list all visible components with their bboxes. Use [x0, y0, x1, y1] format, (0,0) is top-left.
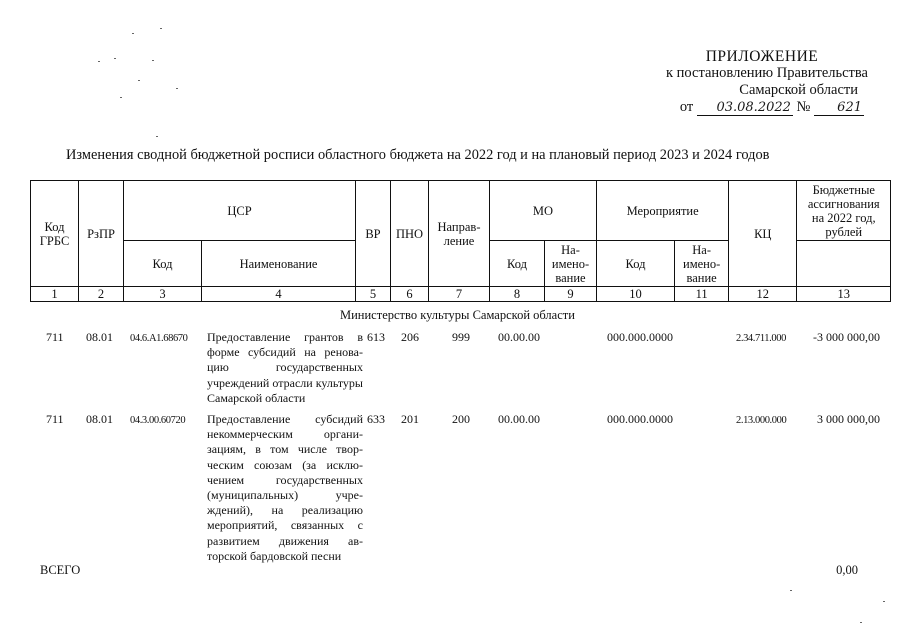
col-csr-code-header: Код	[124, 241, 202, 287]
budget-table-header	[30, 180, 891, 302]
col-number: 6	[391, 287, 429, 302]
row-rzpr: 08.01	[86, 412, 113, 426]
row-grbs: 711	[46, 330, 64, 344]
row-csr-name: Предоставление субсидий некоммерческим организациям, в том числе творческим союзам (за исключением государственных (муниципальных) учреждений), на реализацию мероприятий, связанных с развитием движения авторской бардовской песни	[207, 412, 363, 563]
col-number: 4	[202, 287, 356, 302]
row-direction: 999	[452, 330, 470, 344]
row-csr-code: 04.3.00.60720	[130, 415, 186, 426]
col-number: 5	[356, 287, 391, 302]
row-rzpr: 08.01	[86, 330, 113, 344]
row-mo-code: 00.00.00	[498, 330, 540, 344]
col-event-code-header: Код	[597, 241, 675, 287]
row-kc: 2.13.000.000	[736, 415, 787, 426]
col-event-name-header: На-имено-вание	[675, 241, 729, 287]
col-number: 10	[597, 287, 675, 302]
appendix-line-1: к постановлению Правительства	[666, 65, 868, 81]
col-direction-header: Направ-ление	[429, 181, 490, 287]
appendix-header	[628, 48, 868, 116]
row-csr-name: Предоставление грантов в форме субсидий на реновацию государственных учреждений отрасли культуры Самарской области	[207, 330, 363, 405]
date-value: 03.08.2022	[697, 101, 793, 116]
col-budget-header: Бюджетные ассигнования на 2022 год, рублей	[797, 181, 891, 241]
col-number: 3	[124, 287, 202, 302]
row-kc: 2.34.711.000	[736, 333, 786, 344]
col-number: 7	[429, 287, 490, 302]
col-number: 9	[545, 287, 597, 302]
appendix-date-line	[628, 99, 864, 116]
col-number: 12	[729, 287, 797, 302]
col-kc-header: КЦ	[729, 181, 797, 287]
row-amount: 3 000 000,00	[817, 412, 880, 426]
row-event-code: 000.000.0000	[607, 330, 673, 344]
col-number: 1	[31, 287, 79, 302]
col-number: 13	[797, 287, 891, 302]
col-budget-subheader	[797, 241, 891, 287]
row-vr: 633	[367, 412, 385, 426]
row-direction: 200	[452, 412, 470, 426]
col-grbs-header: Код ГРБС	[31, 181, 79, 287]
number-prefix: №	[796, 99, 811, 115]
number-value: 621	[814, 101, 864, 116]
document-title: Изменения сводной бюджетной росписи областного бюджета на 2022 год и на плановый период 2023 и 2024 годов	[66, 147, 770, 163]
col-number: 2	[79, 287, 124, 302]
row-pno: 206	[401, 330, 419, 344]
col-mo-code-header: Код	[490, 241, 545, 287]
date-prefix: от	[679, 99, 694, 115]
col-pno-header: ПНО	[391, 181, 429, 287]
row-vr: 613	[367, 330, 385, 344]
row-csr-code: 04.6.A1.68670	[130, 333, 188, 344]
row-event-code: 000.000.0000	[607, 412, 673, 426]
col-number: 11	[675, 287, 729, 302]
col-csr-name-header: Наименование	[202, 241, 356, 287]
row-grbs: 711	[46, 412, 64, 426]
col-rzpr-header: РзПР	[79, 181, 124, 287]
row-mo-code: 00.00.00	[498, 412, 540, 426]
total-amount: 0,00	[836, 563, 858, 577]
col-mo-header: МО	[490, 181, 597, 241]
column-numbers-row	[31, 287, 891, 302]
row-pno: 201	[401, 412, 419, 426]
appendix-line-2: Самарской области	[739, 82, 858, 98]
ministry-name: Министерство культуры Самарской области	[340, 308, 575, 322]
col-mo-name-header: На-имено-вание	[545, 241, 597, 287]
col-number: 8	[490, 287, 545, 302]
total-label: ВСЕГО	[40, 563, 81, 577]
row-amount: -3 000 000,00	[813, 330, 880, 344]
appendix-title: ПРИЛОЖЕНИЕ	[705, 48, 819, 65]
col-csr-header: ЦСР	[124, 181, 356, 241]
col-vr-header: ВР	[356, 181, 391, 287]
col-event-header: Мероприятие	[597, 181, 729, 241]
